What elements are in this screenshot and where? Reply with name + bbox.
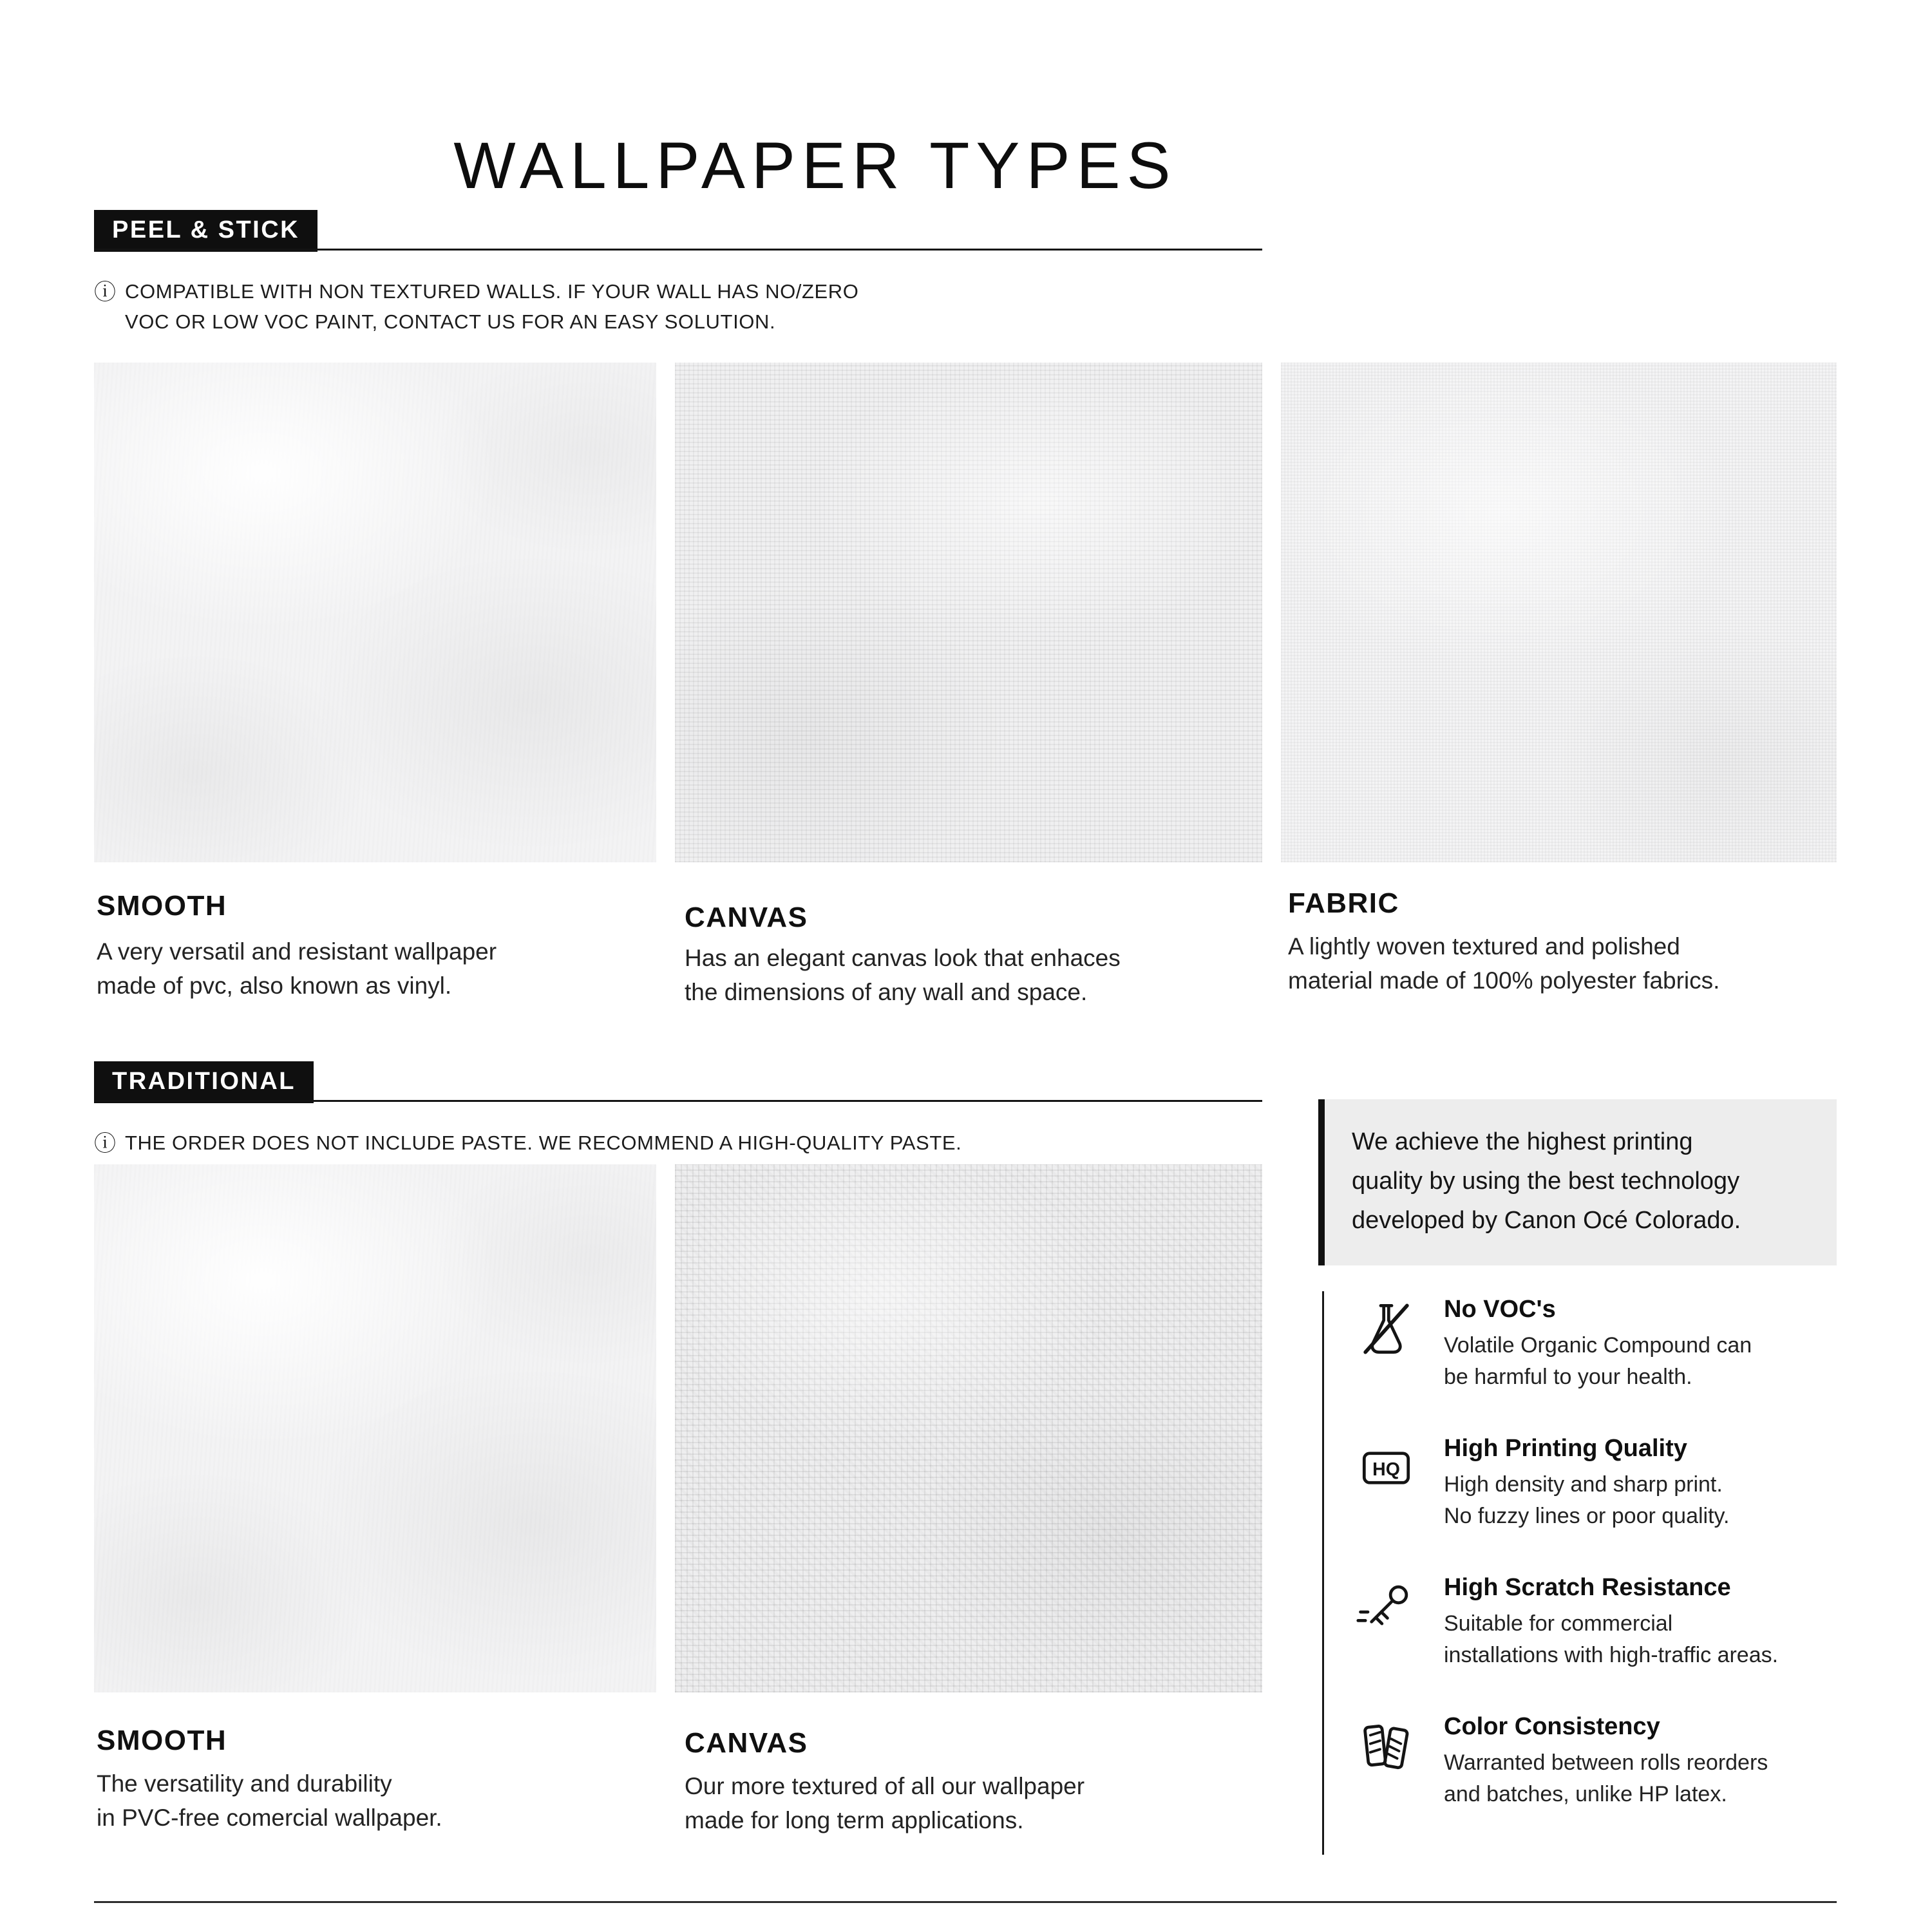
traditional-note-text <box>125 1128 961 1159</box>
quality-line: We achieve the highest printing <box>1352 1128 1693 1155</box>
desc-line: A very versatil and resistant wallpaper <box>97 938 497 965</box>
feature-text <box>1444 1435 1729 1533</box>
no-voc-flask-icon <box>1356 1298 1417 1359</box>
swatch-image-traditional-smooth <box>94 1164 656 1692</box>
swatch-title-traditional-canvas: CANVAS <box>685 1727 808 1759</box>
note-line: COMPATIBLE WITH NON TEXTURED WALLS. IF YOUR WALL HAS NO/ZERO <box>125 280 859 303</box>
desc-line: The versatility and durability <box>97 1770 392 1797</box>
traditional-note <box>94 1128 961 1160</box>
info-icon: ⓘ <box>94 280 116 305</box>
feature-description <box>1444 1330 1752 1394</box>
swatch-title-peel-smooth: SMOOTH <box>97 890 227 922</box>
swatch-desc-peel-fabric <box>1288 930 1719 998</box>
desc-line: made for long term applications. <box>685 1806 1024 1833</box>
traditional-section-rule <box>94 1100 1262 1102</box>
swatch-title-peel-canvas: CANVAS <box>685 902 808 933</box>
swatch-title-traditional-smooth: SMOOTH <box>97 1725 227 1756</box>
peel-stick-section-header <box>94 210 317 252</box>
feature-title: High Scratch Resistance <box>1444 1574 1731 1601</box>
feature-text <box>1444 1574 1778 1672</box>
desc-line: material made of 100% polyester fabrics. <box>1288 967 1720 994</box>
feature-description <box>1444 1608 1778 1672</box>
feature-high-scratch-resistance <box>1356 1574 1778 1672</box>
desc-line: No fuzzy lines or poor quality. <box>1444 1504 1730 1529</box>
note-line: THE ORDER DOES NOT INCLUDE PASTE. WE RECOMMEND A HIGH-QUALITY PASTE. <box>125 1132 962 1154</box>
feature-color-consistency <box>1356 1713 1768 1811</box>
scratch-key-icon <box>1356 1577 1417 1638</box>
printing-quality-panel <box>1318 1099 1837 1265</box>
info-icon: ⓘ <box>94 1132 116 1156</box>
feature-title: Color Consistency <box>1444 1713 1660 1740</box>
feature-high-printing-quality <box>1356 1435 1729 1533</box>
desc-line: Has an elegant canvas look that enhaces <box>685 945 1121 971</box>
desc-line: the dimensions of any wall and space. <box>685 978 1088 1005</box>
feature-title: No VOC's <box>1444 1296 1556 1323</box>
desc-line: and batches, unlike HP latex. <box>1444 1782 1727 1807</box>
feature-description <box>1444 1469 1729 1533</box>
desc-line: Volatile Organic Compound can <box>1444 1333 1752 1358</box>
peel-stick-note-text <box>125 277 859 337</box>
swatch-image-peel-fabric <box>1281 363 1837 862</box>
bottom-divider-line <box>94 1901 1837 1903</box>
swatch-image-peel-smooth <box>94 363 656 862</box>
desc-line: Our more textured of all our wallpaper <box>685 1773 1085 1799</box>
swatch-desc-peel-smooth <box>97 935 497 1003</box>
color-swatch-book-icon <box>1356 1716 1417 1777</box>
traditional-section-header <box>94 1061 314 1103</box>
feature-text <box>1444 1296 1752 1394</box>
hq-icon-label: HQ <box>1372 1459 1400 1480</box>
swatch-image-peel-canvas <box>675 363 1262 862</box>
desc-line: Suitable for commercial <box>1444 1611 1673 1636</box>
peel-stick-note <box>94 277 859 337</box>
swatch-desc-peel-canvas <box>685 942 1121 1009</box>
swatch-desc-traditional-canvas <box>685 1770 1084 1837</box>
features-divider-line <box>1322 1291 1324 1855</box>
feature-title: High Printing Quality <box>1444 1435 1687 1462</box>
desc-line: made of pvc, also known as vinyl. <box>97 972 452 999</box>
peel-stick-section-rule <box>94 249 1262 251</box>
feature-no-voc <box>1356 1296 1752 1394</box>
peel-stick-badge: PEEL & STICK <box>94 210 317 252</box>
desc-line: Warranted between rolls reorders <box>1444 1750 1768 1775</box>
desc-line: be harmful to your health. <box>1444 1365 1692 1390</box>
feature-description <box>1444 1747 1768 1811</box>
swatch-title-peel-fabric: FABRIC <box>1288 887 1399 919</box>
desc-line: A lightly woven textured and polished <box>1288 933 1680 960</box>
desc-line: in PVC-free comercial wallpaper. <box>97 1804 442 1831</box>
desc-line: installations with high-traffic areas. <box>1444 1643 1779 1668</box>
traditional-badge: TRADITIONAL <box>94 1061 314 1103</box>
swatch-image-traditional-canvas <box>675 1164 1262 1692</box>
note-line: VOC OR LOW VOC PAINT, CONTACT US FOR AN EASY SOLUTION. <box>125 310 776 333</box>
quality-line: developed by Canon Océ Colorado. <box>1352 1206 1741 1234</box>
hq-badge-icon <box>1356 1437 1417 1499</box>
feature-text <box>1444 1713 1768 1811</box>
page-title: WALLPAPER TYPES <box>453 129 1177 203</box>
swatch-desc-traditional-smooth <box>97 1767 442 1835</box>
desc-line: High density and sharp print. <box>1444 1472 1723 1497</box>
quality-line: quality by using the best technology <box>1352 1167 1740 1195</box>
